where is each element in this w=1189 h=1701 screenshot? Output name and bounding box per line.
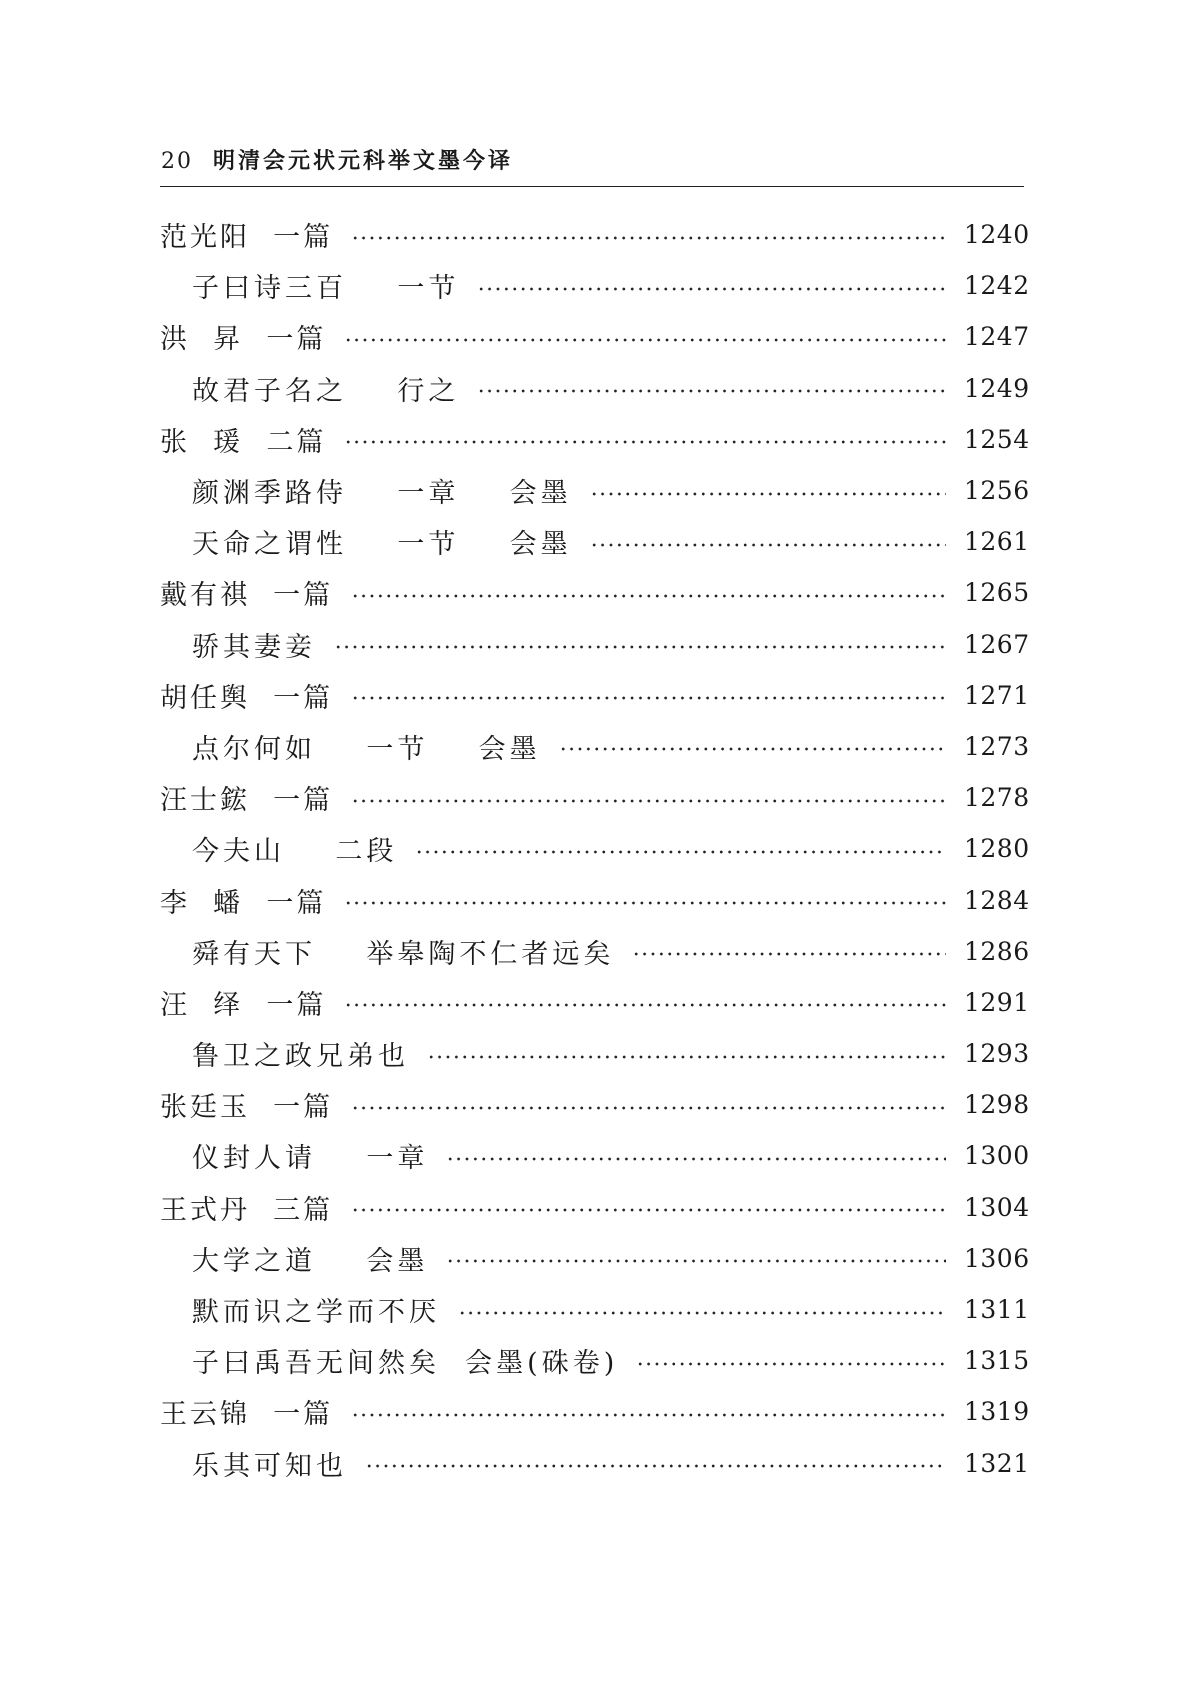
entry-page-number: 1284	[964, 885, 1030, 915]
dot-leader	[427, 1055, 946, 1059]
entry-label: 汪士鋐 一篇	[160, 785, 334, 817]
entry-label: 大学之道 会墨	[192, 1245, 429, 1277]
entry-label: 点尔何如 一节 会墨	[192, 733, 541, 765]
toc-author-entry[interactable]	[160, 874, 1030, 925]
entry-label: 故君子名之 行之	[192, 375, 460, 407]
dot-leader	[559, 747, 946, 751]
entry-label: 子曰诗三百 一节	[192, 273, 460, 305]
entry-page-number: 1261	[964, 527, 1030, 557]
toc-author-entry[interactable]	[160, 772, 1030, 823]
page-number: 20	[161, 149, 193, 174]
entry-label: 李 蟠 一篇	[160, 887, 327, 919]
entry-page-number: 1300	[964, 1141, 1030, 1171]
entry-label: 鲁卫之政兄弟也	[192, 1041, 409, 1073]
dot-leader	[590, 543, 946, 547]
entry-label: 戴有祺 一篇	[160, 580, 334, 612]
toc-author-entry[interactable]	[160, 1079, 1030, 1130]
entry-page-number: 1265	[964, 578, 1030, 608]
toc-title-entry[interactable]	[160, 926, 1030, 977]
entry-page-number: 1311	[964, 1295, 1030, 1325]
dot-leader	[351, 1208, 946, 1212]
dot-leader	[344, 440, 946, 444]
dot-leader	[415, 850, 946, 854]
entry-label: 范光阳 一篇	[160, 222, 334, 254]
dot-leader	[590, 492, 946, 496]
entry-page-number: 1319	[964, 1397, 1030, 1427]
entry-page-number: 1293	[964, 1039, 1030, 1069]
entry-page-number: 1315	[964, 1346, 1030, 1376]
entry-label: 颜渊季路侍 一章 会墨	[192, 478, 572, 510]
table-of-contents	[160, 209, 1030, 1489]
entry-page-number: 1278	[964, 783, 1030, 813]
entry-page-number: 1306	[964, 1243, 1030, 1273]
toc-title-entry[interactable]	[160, 260, 1030, 311]
dot-leader	[446, 1157, 946, 1161]
toc-title-entry[interactable]	[160, 1335, 1030, 1386]
entry-label: 张廷玉 一篇	[160, 1092, 334, 1124]
dot-leader	[446, 1259, 946, 1263]
toc-author-entry[interactable]	[160, 567, 1030, 618]
dot-leader	[351, 1106, 946, 1110]
entry-page-number: 1304	[964, 1192, 1030, 1222]
toc-author-entry[interactable]	[160, 670, 1030, 721]
entry-page-number: 1321	[964, 1448, 1030, 1478]
toc-author-entry[interactable]	[160, 977, 1030, 1028]
entry-page-number: 1249	[964, 373, 1030, 403]
entry-page-number: 1273	[964, 731, 1030, 761]
dot-leader	[365, 1464, 946, 1468]
toc-title-entry[interactable]	[160, 1438, 1030, 1489]
toc-title-entry[interactable]	[160, 1028, 1030, 1079]
header-rule	[160, 186, 1024, 187]
entry-label: 骄其妻妾	[192, 631, 316, 663]
toc-title-entry[interactable]	[160, 721, 1030, 772]
entry-page-number: 1291	[964, 987, 1030, 1017]
entry-page-number: 1247	[964, 322, 1030, 352]
dot-leader	[351, 799, 946, 803]
toc-author-entry[interactable]	[160, 311, 1030, 362]
dot-leader	[351, 594, 946, 598]
entry-page-number: 1271	[964, 680, 1030, 710]
dot-leader	[458, 1311, 946, 1315]
entry-page-number: 1286	[964, 936, 1030, 966]
toc-author-entry[interactable]	[160, 1386, 1030, 1437]
toc-title-entry[interactable]	[160, 465, 1030, 516]
entry-label: 胡任舆 一篇	[160, 682, 334, 714]
entry-label: 天命之谓性 一节 会墨	[192, 529, 572, 561]
entry-label: 汪 绎 一篇	[160, 989, 327, 1021]
dot-leader	[632, 952, 946, 956]
dot-leader	[334, 645, 946, 649]
entry-label: 仪封人请 一章	[192, 1143, 429, 1175]
dot-leader	[344, 1003, 946, 1007]
entry-label: 王式丹 三篇	[160, 1194, 334, 1226]
entry-label: 王云锦 一篇	[160, 1399, 334, 1431]
toc-title-entry[interactable]	[160, 1233, 1030, 1284]
running-header	[161, 144, 1021, 175]
entry-page-number: 1267	[964, 629, 1030, 659]
entry-page-number: 1242	[964, 271, 1030, 301]
toc-title-entry[interactable]	[160, 619, 1030, 670]
entry-page-number: 1256	[964, 476, 1030, 506]
toc-author-entry[interactable]	[160, 414, 1030, 465]
book-title: 明清会元状元科举文墨今译	[213, 149, 514, 174]
dot-leader	[351, 236, 946, 240]
toc-author-entry[interactable]	[160, 1182, 1030, 1233]
toc-title-entry[interactable]	[160, 823, 1030, 874]
entry-label: 张 瑗 二篇	[160, 426, 327, 458]
entry-page-number: 1254	[964, 424, 1030, 454]
toc-title-entry[interactable]	[160, 363, 1030, 414]
entry-label: 洪 昇 一篇	[160, 324, 327, 356]
entry-label: 乐其可知也	[192, 1450, 347, 1482]
toc-title-entry[interactable]	[160, 1130, 1030, 1181]
dot-leader	[477, 287, 946, 291]
toc-title-entry[interactable]	[160, 1284, 1030, 1335]
entry-label: 今夫山 二段	[192, 836, 398, 868]
toc-author-entry[interactable]	[160, 209, 1030, 260]
entry-page-number: 1240	[964, 220, 1030, 250]
dot-leader	[477, 389, 946, 393]
toc-title-entry[interactable]	[160, 516, 1030, 567]
dot-leader	[351, 1413, 946, 1417]
entry-label: 子曰禹吾无间然矣 会墨(硃卷)	[192, 1348, 619, 1380]
entry-label: 舜有天下 举皋陶不仁者远矣	[192, 938, 615, 970]
entry-label: 默而识之学而不厌	[192, 1297, 440, 1329]
dot-leader	[344, 901, 946, 905]
entry-page-number: 1298	[964, 1090, 1030, 1120]
entry-page-number: 1280	[964, 834, 1030, 864]
dot-leader	[351, 696, 946, 700]
dot-leader	[344, 338, 946, 342]
dot-leader	[636, 1362, 946, 1366]
